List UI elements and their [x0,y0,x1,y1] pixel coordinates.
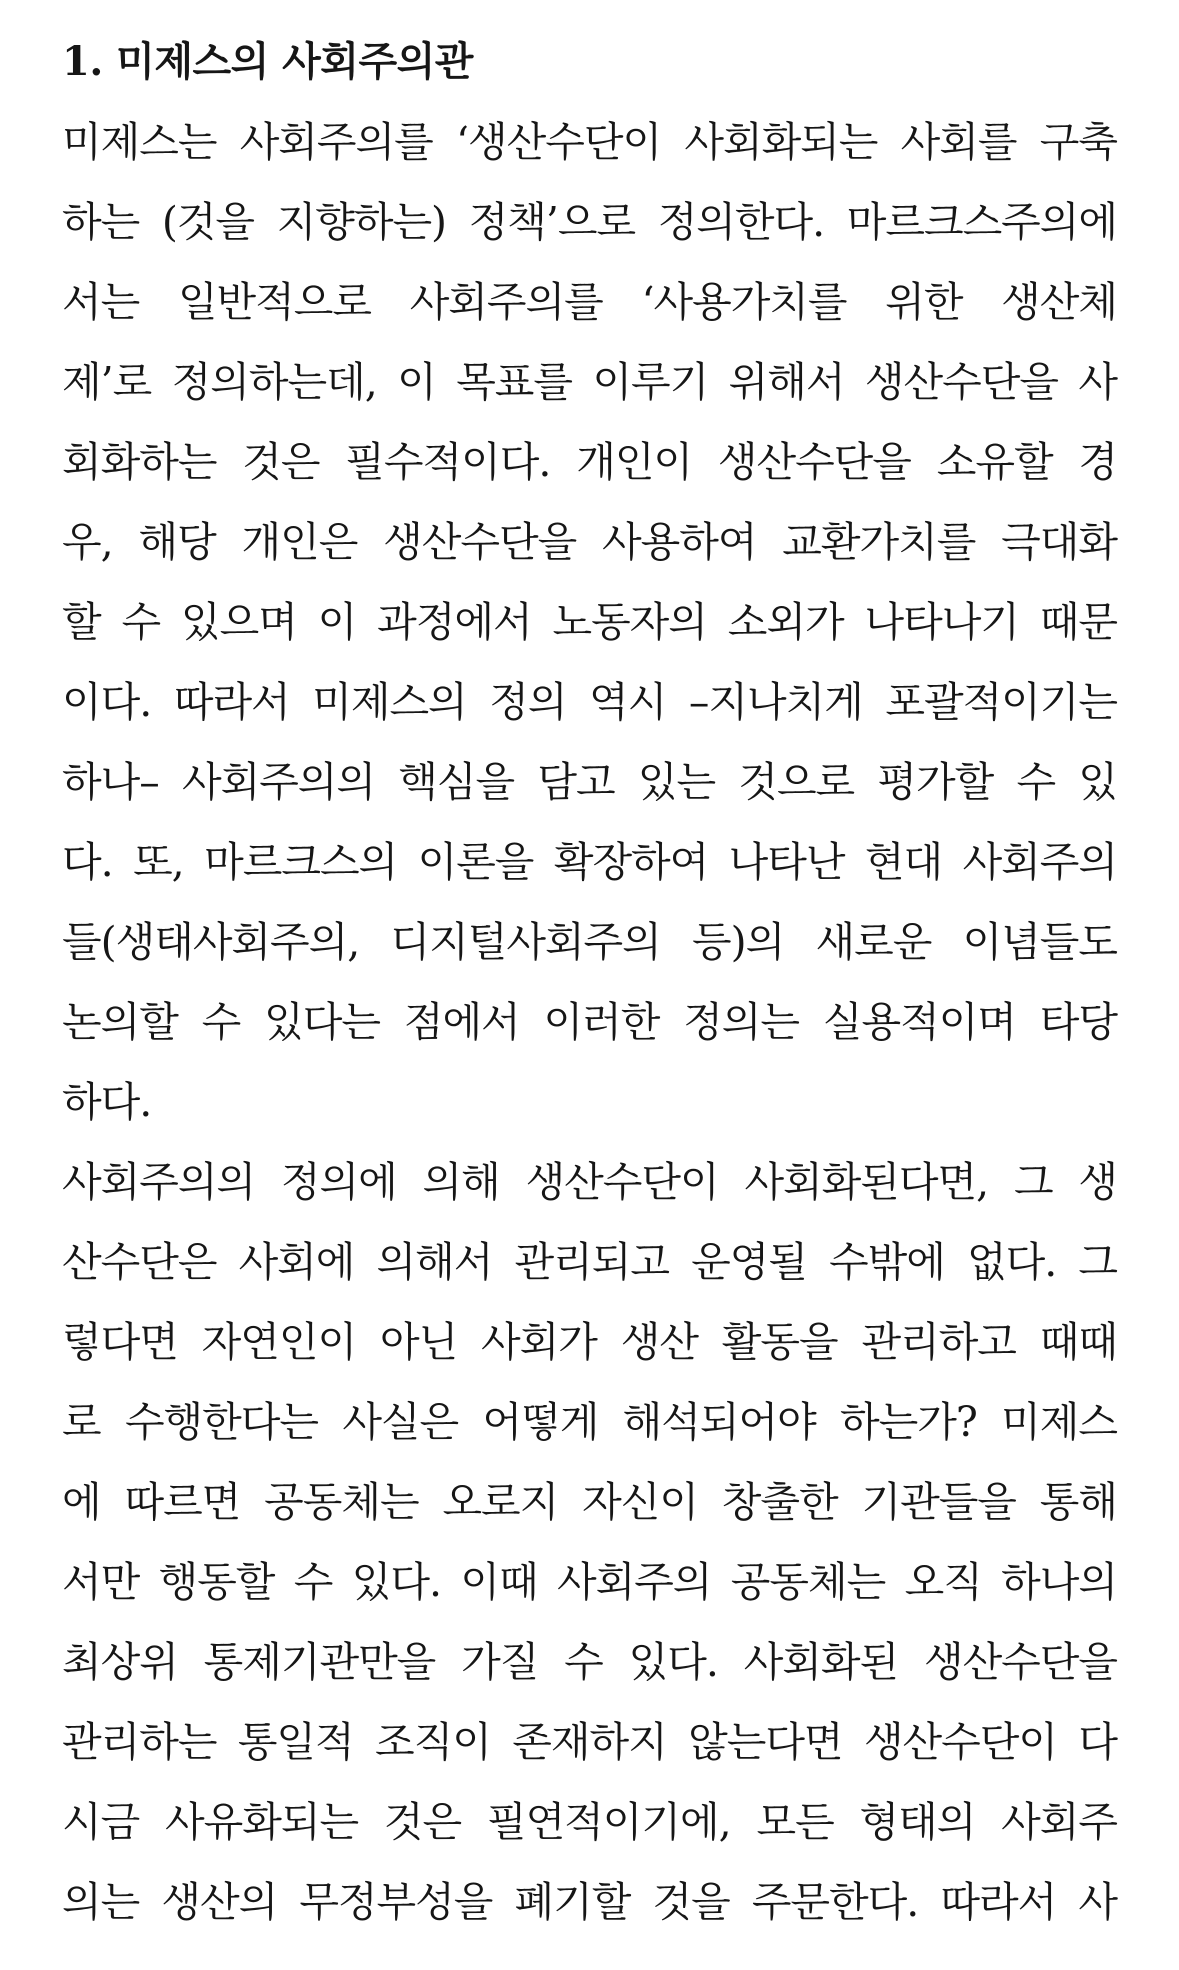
paragraph-line: 제’로 정의하는데, 이 목표를 이루기 위해서 생산수단을 사 [62,358,1117,406]
paragraph-line: 서만 행동할 수 있다. 이때 사회주의 공동체는 오직 하나의 [62,1558,1117,1606]
paragraph-line: 시금 사유화되는 것은 필연적이기에, 모든 형태의 사회주 [62,1798,1117,1846]
paragraph-line: 하는 (것을 지향하는) 정책’으로 정의한다. 마르크스주의에 [62,198,1117,246]
paragraph-line: 이다. 따라서 미제스의 정의 역시 –지나치게 포괄적이기는 [62,678,1117,726]
paragraph-line: 에 따르면 공동체는 오로지 자신이 창출한 기관들을 통해 [62,1478,1117,1526]
paragraph-line: 로 수행한다는 사실은 어떻게 해석되어야 하는가? 미제스 [62,1398,1117,1446]
paragraph-line: 서는 일반적으로 사회주의를 ‘사용가치를 위한 생산체 [62,278,1117,326]
paragraph-line: 사회주의의 정의에 의해 생산수단이 사회화된다면, 그 생 [62,1158,1117,1206]
paragraph-line: 우, 해당 개인은 생산수단을 사용하여 교환가치를 극대화 [62,518,1117,566]
paragraph-line: 논의할 수 있다는 점에서 이러한 정의는 실용적이며 타당 [62,998,1117,1046]
paragraph-line: 할 수 있으며 이 과정에서 노동자의 소외가 나타나기 때문 [62,598,1117,646]
paragraph-line: 회화하는 것은 필수적이다. 개인이 생산수단을 소유할 경 [62,438,1117,486]
paragraph-line: 하다. [62,1078,152,1126]
section-title: 1. 미제스의 사회주의관 [62,38,473,85]
paragraph-line: 하나– 사회주의의 핵심을 담고 있는 것으로 평가할 수 있 [62,758,1117,806]
paragraph-line: 관리하는 통일적 조직이 존재하지 않는다면 생산수단이 다 [62,1718,1117,1766]
paragraph-line: 산수단은 사회에 의해서 관리되고 운영될 수밖에 없다. 그 [62,1238,1117,1286]
paragraph-2 [62,1142,1117,1942]
paragraph-line: 다. 또, 마르크스의 이론을 확장하여 나타난 현대 사회주의 [62,838,1117,886]
paragraph-line: 최상위 통제기관만을 가질 수 있다. 사회화된 생산수단을 [62,1638,1117,1686]
paragraph-line: 미제스는 사회주의를 ‘생산수단이 사회화되는 사회를 구축 [62,118,1117,166]
paragraph-1 [62,102,1117,1142]
paragraph-line: 의는 생산의 무정부성을 폐기할 것을 주문한다. 따라서 사 [62,1878,1117,1926]
paragraph-line: 렇다면 자연인이 아닌 사회가 생산 활동을 관리하고 때때 [62,1318,1117,1366]
paragraph-line: 들(생태사회주의, 디지털사회주의 등)의 새로운 이념들도 [62,918,1117,966]
